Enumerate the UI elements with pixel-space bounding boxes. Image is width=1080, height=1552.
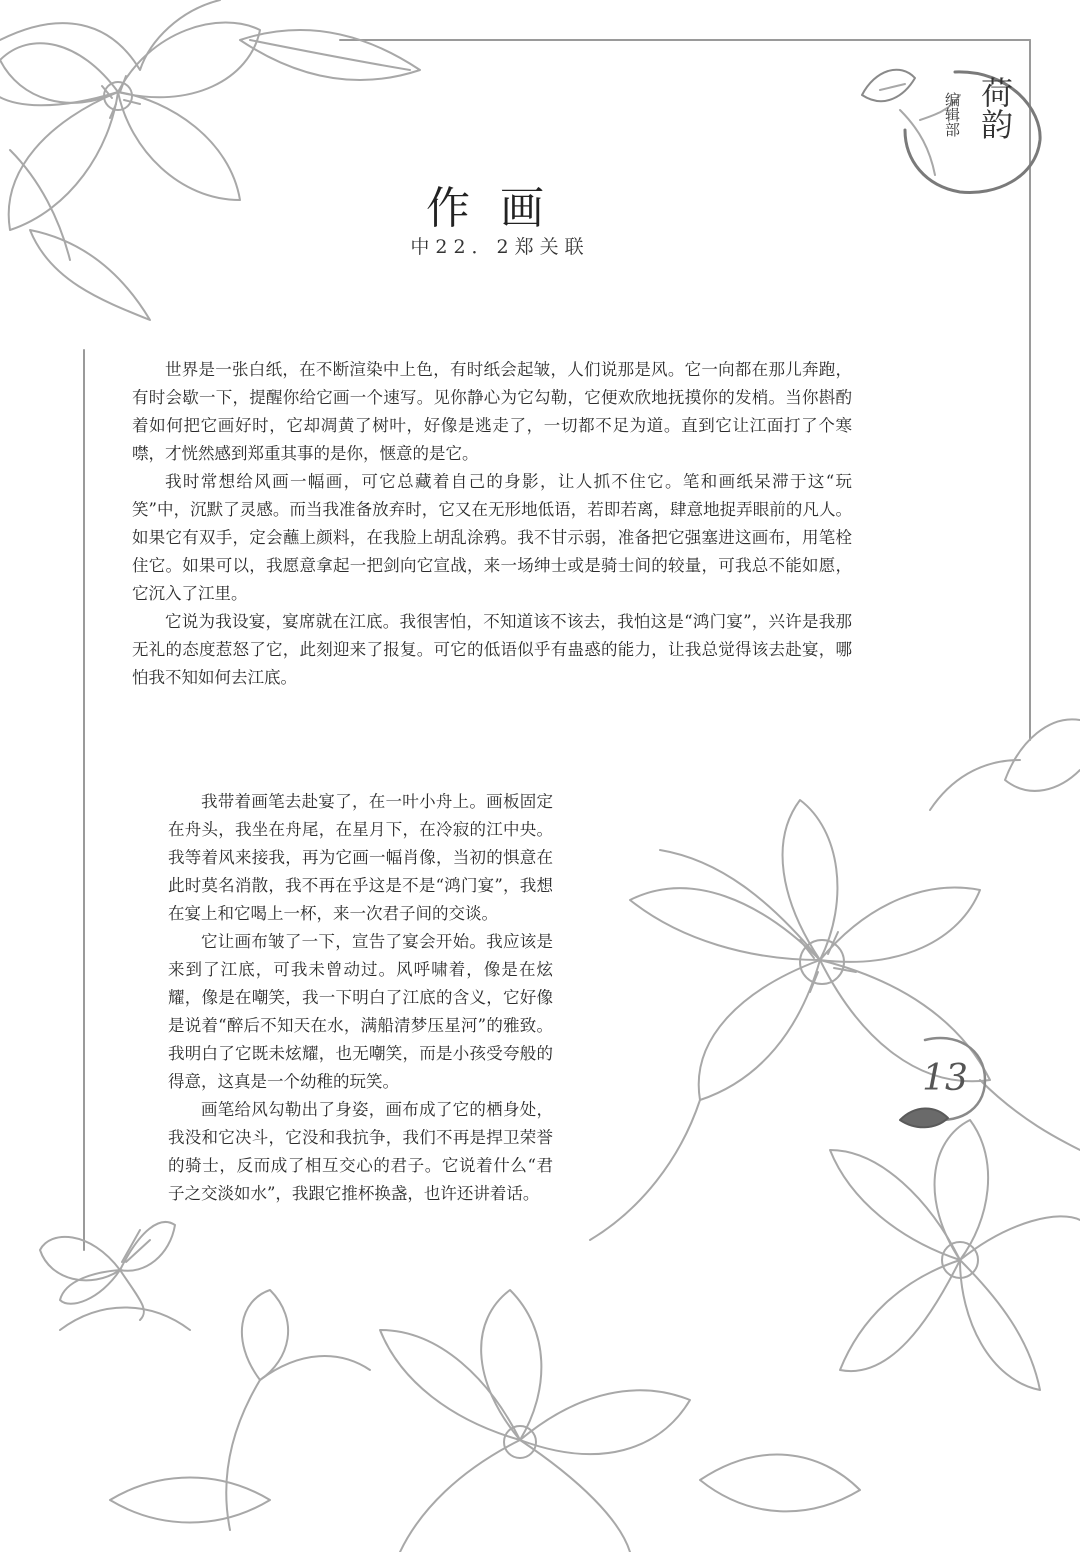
top-left-flower-drawing [0,0,420,320]
paragraph: 世界是一张白纸，在不断渲染中上色，有时纸会起皱，人们说那是风。它一向都在那儿奔跑，有时会歇一下，提醒你给它画一个速写。见你静心为它勾勒，它便欢欣地抚摸你的发梢。当你斟酌着如何把它画好时，它却凋黄了树叶，好像是逃走了，一切都不足为道。直到它让江面打了个寒噤，才恍然感到郑重其事的是你，惬意的是它。 [132,360,852,463]
bottom-right-flower-drawing [590,719,1080,1390]
bottom-flower-drawing [60,1290,860,1552]
masthead-title: 荷韵 [976,76,1014,140]
paragraph: 它说为我设宴，宴席就在江底。我很害怕，不知道该不该去，我怕这是“鸿门宴”，兴许是我那无礼的态度惹怒了它，此刻迎来了报复。可它的低语似乎有蛊惑的能力，让我总觉得该去赴宴，哪怕我不知如何去江底。 [132,612,852,687]
paragraph: 画笔给风勾勒出了身姿，画布成了它的栖身处，我没和它决斗，它没和我抗争，我们不再是捍卫荣誉的骑士，反而成了相互交心的君子。它说着什么“君子之交淡如水”，我跟它推杯换盏，也许还讲着话。 [168,1100,553,1203]
article-section-1 [132,356,852,692]
page-number: 13 [922,1058,968,1099]
butterfly-drawing [40,1222,175,1320]
author-line: 中22．2郑关联 [410,236,590,258]
paragraph: 它让画布皱了一下，宣告了宴会开始。我应该是来到了江底，可我未曾动过。风呼啸着，像是在炫耀，像是在嘲笑，我一下明白了江底的含义，它好像是说着“醉后不知天在水，满船清梦压星河”的雅致。我明白了它既未炫耀，也无嘲笑，而是小孩受夸般的得意，这真是一个幼稚的玩笑。 [168,932,553,1091]
masthead-subtitle: 编辑部 [943,92,961,137]
page-title: 作画 [426,183,574,234]
paragraph: 我时常想给风画一幅画，可它总藏着自己的身影，让人抓不住它。笔和画纸呆滞于这“玩笑”中，沉默了灵感。而当我准备放弃时，它又在无形地低语，若即若离，肆意地捉弄眼前的凡人。如果它有双手，定会蘸上颜料，在我脸上胡乱涂鸦。我不甘示弱，准备把它强塞进这画布，用笔栓住它。如果可以，我愿意拿起一把剑向它宣战，来一场绅士或是骑士间的较量，可我总不能如愿，它沉入了江里。 [132,472,852,603]
paragraph: 我带着画笔去赴宴了，在一叶小舟上。画板固定在舟头，我坐在舟尾，在星月下，在冷寂的江中央。我等着风来接我，再为它画一幅肖像，当初的惧意在此时莫名消散，我不再在乎这是不是“鸿门宴”，我想在宴上和它喝上一杯，来一次君子间的交谈。 [168,792,553,923]
article-section-2 [168,788,553,1208]
